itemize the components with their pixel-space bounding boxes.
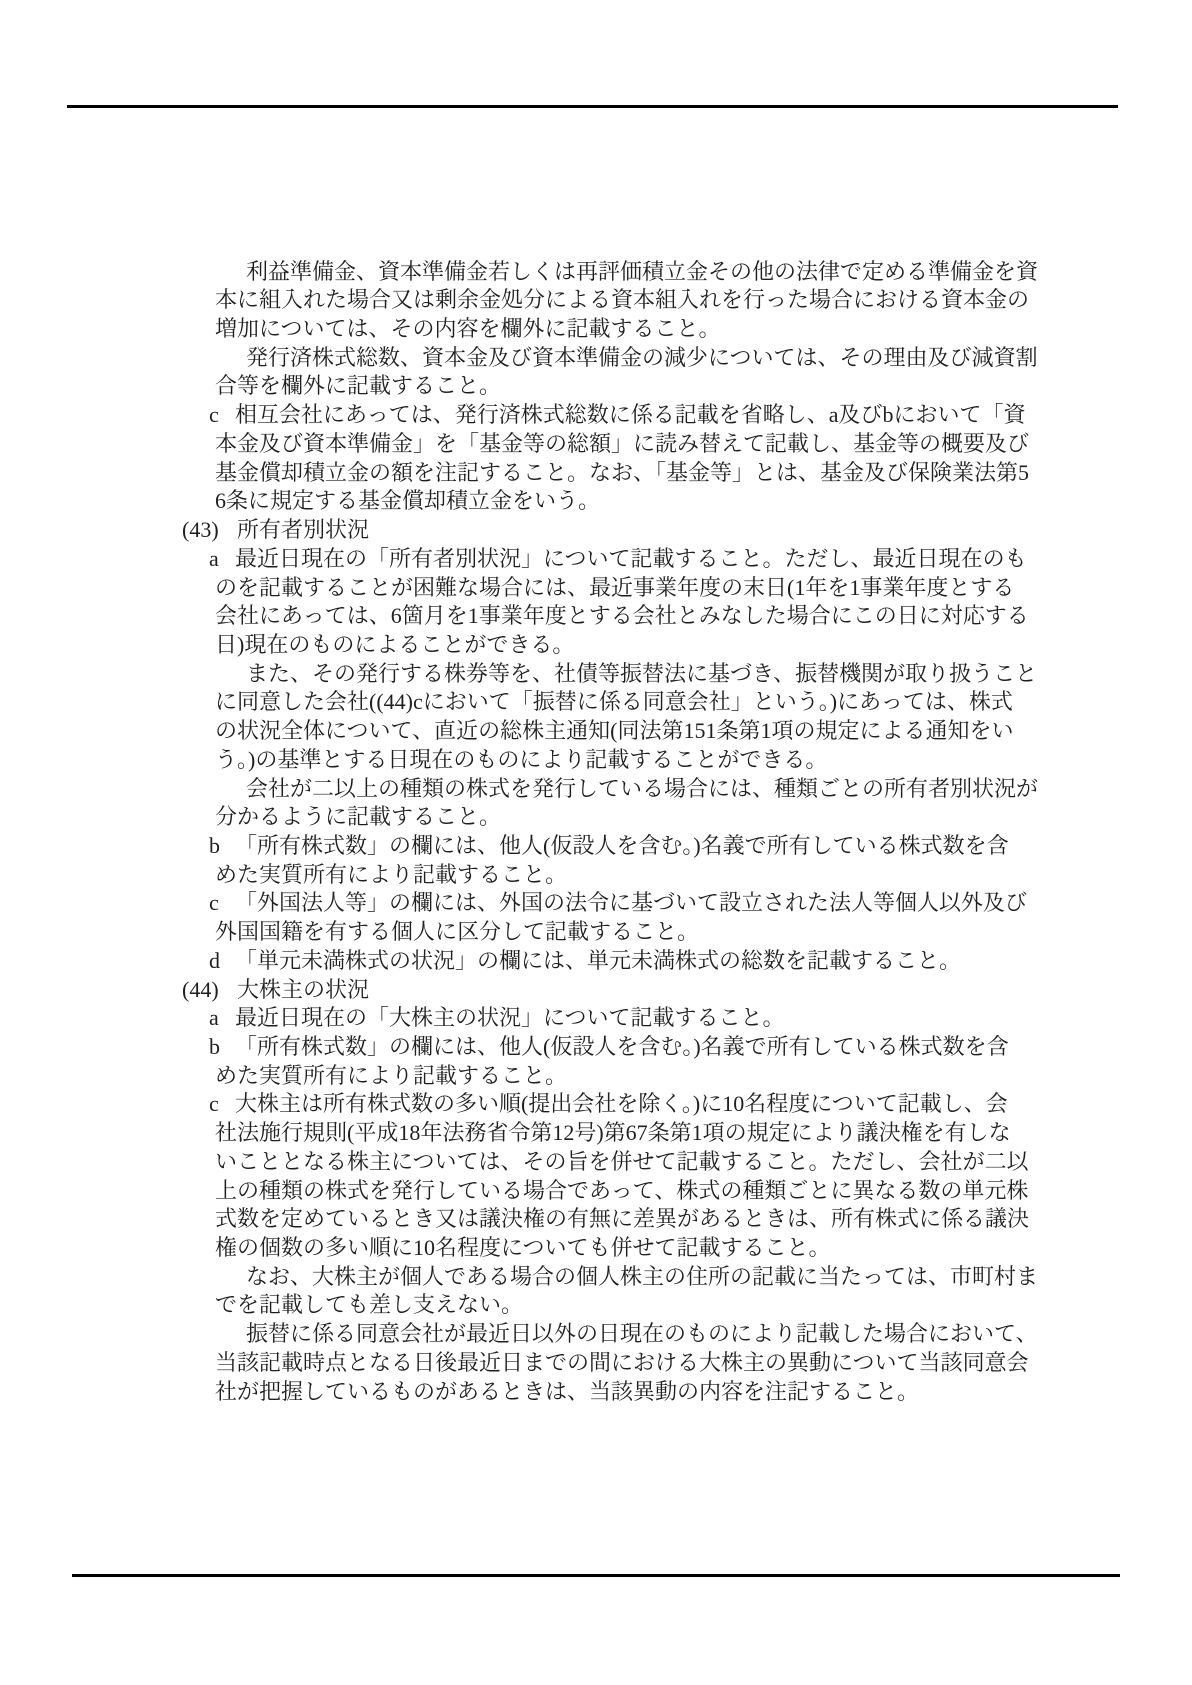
top-page-rule bbox=[67, 105, 1118, 108]
line-text: 合等を欄外に記載すること。 bbox=[215, 373, 502, 399]
line-text: 社が把握しているものがあるときは、当該異動の内容を注記すること。 bbox=[215, 1378, 920, 1404]
text-line-22 bbox=[0, 861, 1192, 890]
text-line-10 bbox=[0, 516, 1192, 545]
item-marker: c bbox=[209, 402, 219, 428]
line-text: 会社が二以上の種類の株式を発行している場合には、種類ごとの所有者別状況が bbox=[246, 775, 1039, 801]
item-marker: (44) bbox=[182, 976, 219, 1002]
text-line-33 bbox=[0, 1177, 1192, 1206]
line-text: でを記載しても差し支えない。 bbox=[215, 1292, 524, 1318]
text-line-40 bbox=[0, 1378, 1192, 1407]
line-text: 外国国籍を有する個人に区分して記載すること。 bbox=[215, 919, 700, 945]
line-text: 相互会社にあっては、発行済株式総数に係る記載を省略し、a及びbにおいて「資 bbox=[235, 402, 1026, 428]
text-line-9 bbox=[0, 487, 1192, 516]
text-line-5 bbox=[0, 372, 1192, 401]
line-text: 大株主は所有株式数の多い順(提出会社を除く。)に10名程度について記載し、会 bbox=[235, 1091, 1008, 1117]
line-text: 「所有株式数」の欄には、他人(仮設人を含む。)名義で所有している株式数を含 bbox=[235, 1034, 1009, 1059]
text-line-38 bbox=[0, 1320, 1192, 1349]
line-text: う。)の基準とする日現在のものにより記載することができる。 bbox=[215, 746, 828, 772]
line-text: 大株主の状況 bbox=[237, 976, 370, 1002]
line-text: 最近日現在の「所有者別状況」について記載すること。ただし、最近日現在のも bbox=[235, 545, 1027, 571]
item-marker: d bbox=[209, 947, 220, 973]
text-line-4 bbox=[0, 344, 1192, 373]
item-marker: c bbox=[209, 890, 219, 916]
text-line-12 bbox=[0, 574, 1192, 603]
line-text: なお、大株主が個人である場合の個人株主の住所の記載に当たっては、市町村ま bbox=[246, 1263, 1039, 1289]
text-line-28 bbox=[0, 1033, 1192, 1062]
line-text: 本に組入れた場合又は剰余金処分による資本組入れを行った場合における資本金の bbox=[215, 287, 1030, 313]
text-line-34 bbox=[0, 1205, 1192, 1234]
text-line-36 bbox=[0, 1263, 1192, 1292]
line-text: 「外国法人等」の欄には、外国の法令に基づいて設立された法人等個人以外及び bbox=[235, 890, 1028, 916]
text-line-1 bbox=[0, 258, 1192, 287]
line-text: 所有者別状況 bbox=[237, 517, 370, 543]
text-line-26 bbox=[0, 976, 1192, 1005]
text-line-35 bbox=[0, 1234, 1192, 1263]
item-marker: b bbox=[209, 1034, 220, 1059]
text-line-21 bbox=[0, 832, 1192, 861]
text-line-20 bbox=[0, 803, 1192, 832]
item-marker: a bbox=[209, 545, 219, 571]
line-text: 「所有株式数」の欄には、他人(仮設人を含む。)名義で所有している株式数を含 bbox=[235, 832, 1009, 858]
item-marker: a bbox=[209, 1005, 219, 1031]
item-marker: c bbox=[209, 1091, 219, 1117]
line-text: 会社にあっては、6箇月を1事業年度とする会社とみなした場合にこの日に対応する bbox=[215, 603, 1029, 629]
text-line-32 bbox=[0, 1148, 1192, 1177]
text-line-15 bbox=[0, 660, 1192, 689]
line-text: 基金償却積立金の額を注記すること。なお、「基金等」とは、基金及び保険業法第5 bbox=[215, 459, 1030, 485]
line-text: 最近日現在の「大株主の状況」について記載すること。 bbox=[235, 1005, 785, 1031]
text-line-23 bbox=[0, 889, 1192, 918]
line-text: に同意した会社((44)cにおいて「振替に係る同意会社」という。)にあっては、株式 bbox=[215, 689, 1013, 715]
line-text: めた実質所有により記載すること。 bbox=[215, 861, 568, 887]
line-text: 日)現在のものによることができる。 bbox=[215, 631, 575, 657]
text-line-14 bbox=[0, 631, 1192, 660]
line-text: 式数を定めているとき又は議決権の有無に差異があるときは、所有株式に係る議決 bbox=[215, 1206, 1030, 1232]
text-line-24 bbox=[0, 918, 1192, 947]
line-text: 振替に係る同意会社が最近日以外の日現在のものにより記載した場合において、 bbox=[246, 1321, 1038, 1347]
line-text: のを記載することが困難な場合には、最近事業年度の末日(1年を1事業年度とする bbox=[215, 574, 1015, 600]
line-text: の状況全体について、直近の総株主通知(同法第151条第1項の規定による通知をい bbox=[215, 718, 1014, 744]
line-text: 社法施行規則(平成18年法務省令第12号)第67条第1項の規定により議決権を有しな bbox=[215, 1120, 1011, 1146]
text-line-17 bbox=[0, 717, 1192, 746]
item-marker: b bbox=[209, 832, 220, 858]
line-text: 権の個数の多い順に10名程度についても併せて記載すること。 bbox=[215, 1235, 831, 1261]
text-line-29 bbox=[0, 1062, 1192, 1091]
document-text bbox=[0, 258, 1192, 1407]
text-line-39 bbox=[0, 1349, 1192, 1378]
line-text: 当該記載時点となる日後最近日までの間における大株主の異動について当該同意会 bbox=[215, 1349, 1029, 1375]
text-line-13 bbox=[0, 602, 1192, 631]
text-line-16 bbox=[0, 688, 1192, 717]
line-text: めた実質所有により記載すること。 bbox=[215, 1062, 568, 1088]
line-text: 分かるように記載すること。 bbox=[215, 804, 502, 830]
text-line-18 bbox=[0, 746, 1192, 775]
line-text: いこととなる株主については、その旨を併せて記載すること。ただし、会社が二以 bbox=[215, 1148, 1029, 1174]
text-line-3 bbox=[0, 315, 1192, 344]
text-line-2 bbox=[0, 286, 1192, 315]
line-text: 「単元未満株式の状況」の欄には、単元未満株式の総数を記載すること。 bbox=[235, 947, 962, 973]
text-line-7 bbox=[0, 430, 1192, 459]
line-text: 上の種類の株式を発行している場合であって、株式の種類ごとに異なる数の単元株 bbox=[215, 1177, 1029, 1203]
text-line-27 bbox=[0, 1004, 1192, 1033]
text-line-6 bbox=[0, 401, 1192, 430]
item-marker: (43) bbox=[182, 517, 219, 543]
text-line-37 bbox=[0, 1291, 1192, 1320]
text-line-19 bbox=[0, 775, 1192, 804]
bottom-page-rule bbox=[72, 1574, 1120, 1577]
text-line-30 bbox=[0, 1090, 1192, 1119]
line-text: 増加については、その内容を欄外に記載すること。 bbox=[215, 316, 721, 342]
text-line-8 bbox=[0, 459, 1192, 488]
line-text: 本金及び資本準備金」を「基金等の総額」に読み替えて記載し、基金等の概要及び bbox=[215, 430, 1030, 456]
line-text: 利益準備金、資本準備金若しくは再評価積立金その他の法律で定める準備金を資 bbox=[246, 258, 1039, 284]
line-text: また、その発行する株券等を、社債等振替法に基づき、振替機関が取り扱うこと bbox=[246, 660, 1038, 686]
text-line-31 bbox=[0, 1119, 1192, 1148]
text-line-11 bbox=[0, 545, 1192, 574]
line-text: 6条に規定する基金償却積立金をいう。 bbox=[215, 488, 601, 514]
text-line-25 bbox=[0, 947, 1192, 976]
line-text: 発行済株式総数、資本金及び資本準備金の減少については、その理由及び減資割 bbox=[246, 344, 1038, 370]
